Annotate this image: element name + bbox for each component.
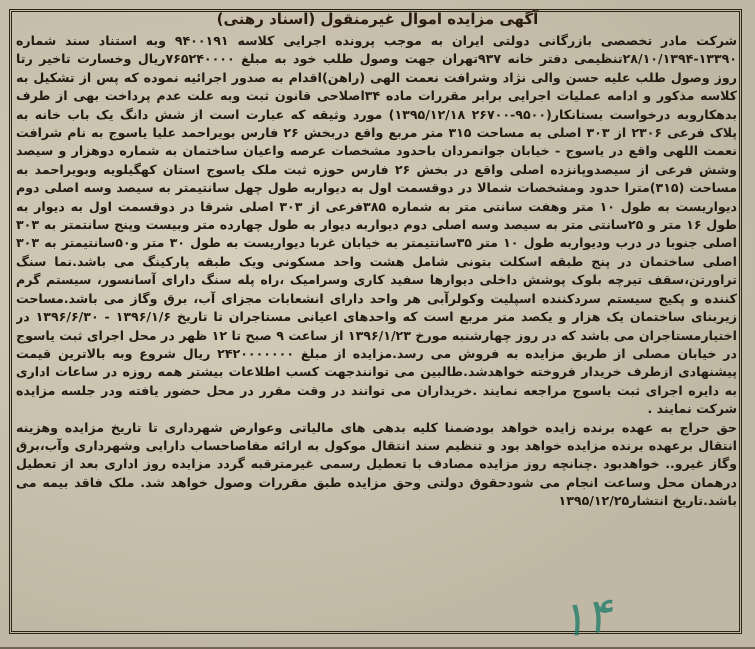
handwritten-pen-mark: ۱۴ [556, 586, 616, 649]
notice-title: آگهی مزایده اموال غیرمنقول (اسناد رهنی) [216, 10, 539, 28]
notice-paragraph-main: شرکت مادر تخصصی بازرگانی دولتی ایران به موجب پرونده اجرایی کلاسه ۹۴۰۰۱۹۱ وبه استناد سند شماره ۱۳۳۹۰-۲۸/۱۰/۱۳۹۴تنظیمی دفتر خانه ۹۳۷تهران جهت وصول طلب خود به مبلغ ۷۶۵۲۴۰۰۰۰ریال وخسارت تاخیر رتا روز وصول طلب علیه حسن والی نژاد وشرافت نعمت الهی (راهن)اقدام به صدور اجرائیه نموده که پس از تشکیل به کلاسه مذکور و ادامه عملیات اجرایی برابر مقررات ماده ۳۴اصلاحی قانون ثبت وبه علت عدم پرداخت بهی از طرف بدهکاروبه درخواست بستانکار(۹۵۰۰-۲۶۷۰۰ ۱۳۹۵/۱۲/۱۸) مورد وثیقه که عبارت است از شش دانگ یک باب خانه به پلاک فرعی ۲۳۰۶ از ۳۰۳ اصلی به مساحت ۳۱۵ متر مربع واقع دربخش ۲۶ فارس بویراحمد علیا یاسوج به نام شرافت نعمت اللهی واقع در یاسوج - خیابان جوانمردان باحدود مشخصات عرصه واعیان ساختمان به شماره دوهزار و سیصد وشش فرعی از سیصدوپانزده اصلی واقع در بخش ۲۶ فارس حوزه ثبت ملک یاسوج استان کهگیلویه وبویراحمد به مساحت (۳۱۵)مترا حدود ومشخصات شمالا در دوقسمت اول به دیواربه طول چهل سانتیمتر به سیصد وسه اصلی دوم دیواریست به طول ۱۰ متر وهفت سانتی متر به شماره ۳۸۵فرعی از ۳۰۳ اصلی شرقا در دوقسمت اول به دیوار به طول ۱۶ متر و ۲۵سانتی متر به سیصد وسه اصلی دوم دیواربه دیوار به طول چهارده متر وبیست وپنج سانتمتر به ۳۰۳ اصلی جنوبا در درب ودیواربه طول ۱۰ متر ۳۵سانتیمتر به خیابان غربا دیواریست به طول ۳۰ متر و۵۰سانتیمتر به ۳۰۳ اصلی ساختمان در پنج طبقه اسکلت بتونی شامل هشت واحد مسکونی ویک طبقه پارکینگ می باشد.نما سنگ تراورتن،سقف تیرچه بلوک پوشش داخلی دیوارها سفید کاری وسرامیک ،راه پله سنگ دارای آسانسور، سیستم گرم کننده و پکیج سیستم سردکننده اسپلیت وکولرآبی هر واحد دارای انشعابات مجزای آب، برق وگاز می باشد.مساحت زیربنای ساختمان یک هزار و یکصد متر مربع است که واحدهای اعیانی مستاجران تا تاریخ ۱۳۹۶/۱/۶ - ۱۳۹۶/۶/۳۰ در اختیارمستاجران می باشد که در روز چهارشنبه مورخ ۱۳۹۶/۱/۲۳ از ساعت ۹ صبح تا ۱۲ ظهر در محل اجرای ثبت یاسوج در خیابان مصلی از طریق مزایده به فروش می رسد.مزایده از مبلغ ۲۴۲۰۰۰۰۰۰۰ ریال شروع وبه بالاترین قیمت پیشنهادی ازطرف خریدار فروخته خواهدشد.طالبین می توانندجهت کسب اطلاعات بیشتر همه روزه در ساعات اداری به دایره اجرای ثبت یاسوج مراجعه نمایند .خریداران می توانند در وقت مقرر در محل حضور یافته ودر جلسه مزایده شرکت نمایند . [16, 33, 737, 417]
notice-body [16, 32, 737, 622]
notice-paragraph-terms: حق حراج به عهده برنده زایده خواهد بودضمنا کلیه بدهی های مالیاتی وعوارض شهرداری تا تاریخ مزایده وهزینه انتقال برعهده برنده مزایده خواهد بود و تنظیم سند انتقال موکول به ارائه مفاصاحساب دارایی وشهرداری وآب،برق وگاز غیرو.. خواهدبود .چنانچه روز مزایده مصادف با تعطیل رسمی غیرمترقبه گردد مزایده روز اداری بعد از تعطیل درهمان محل وساعت انجام می شودحقوق دولتی وحق مزایده طبق مقررات وصول خواهد شد. ملک فاقد بیمه می باشد.تاریخ انتشار۱۳۹۵/۱۲/۲۵ [16, 419, 737, 509]
